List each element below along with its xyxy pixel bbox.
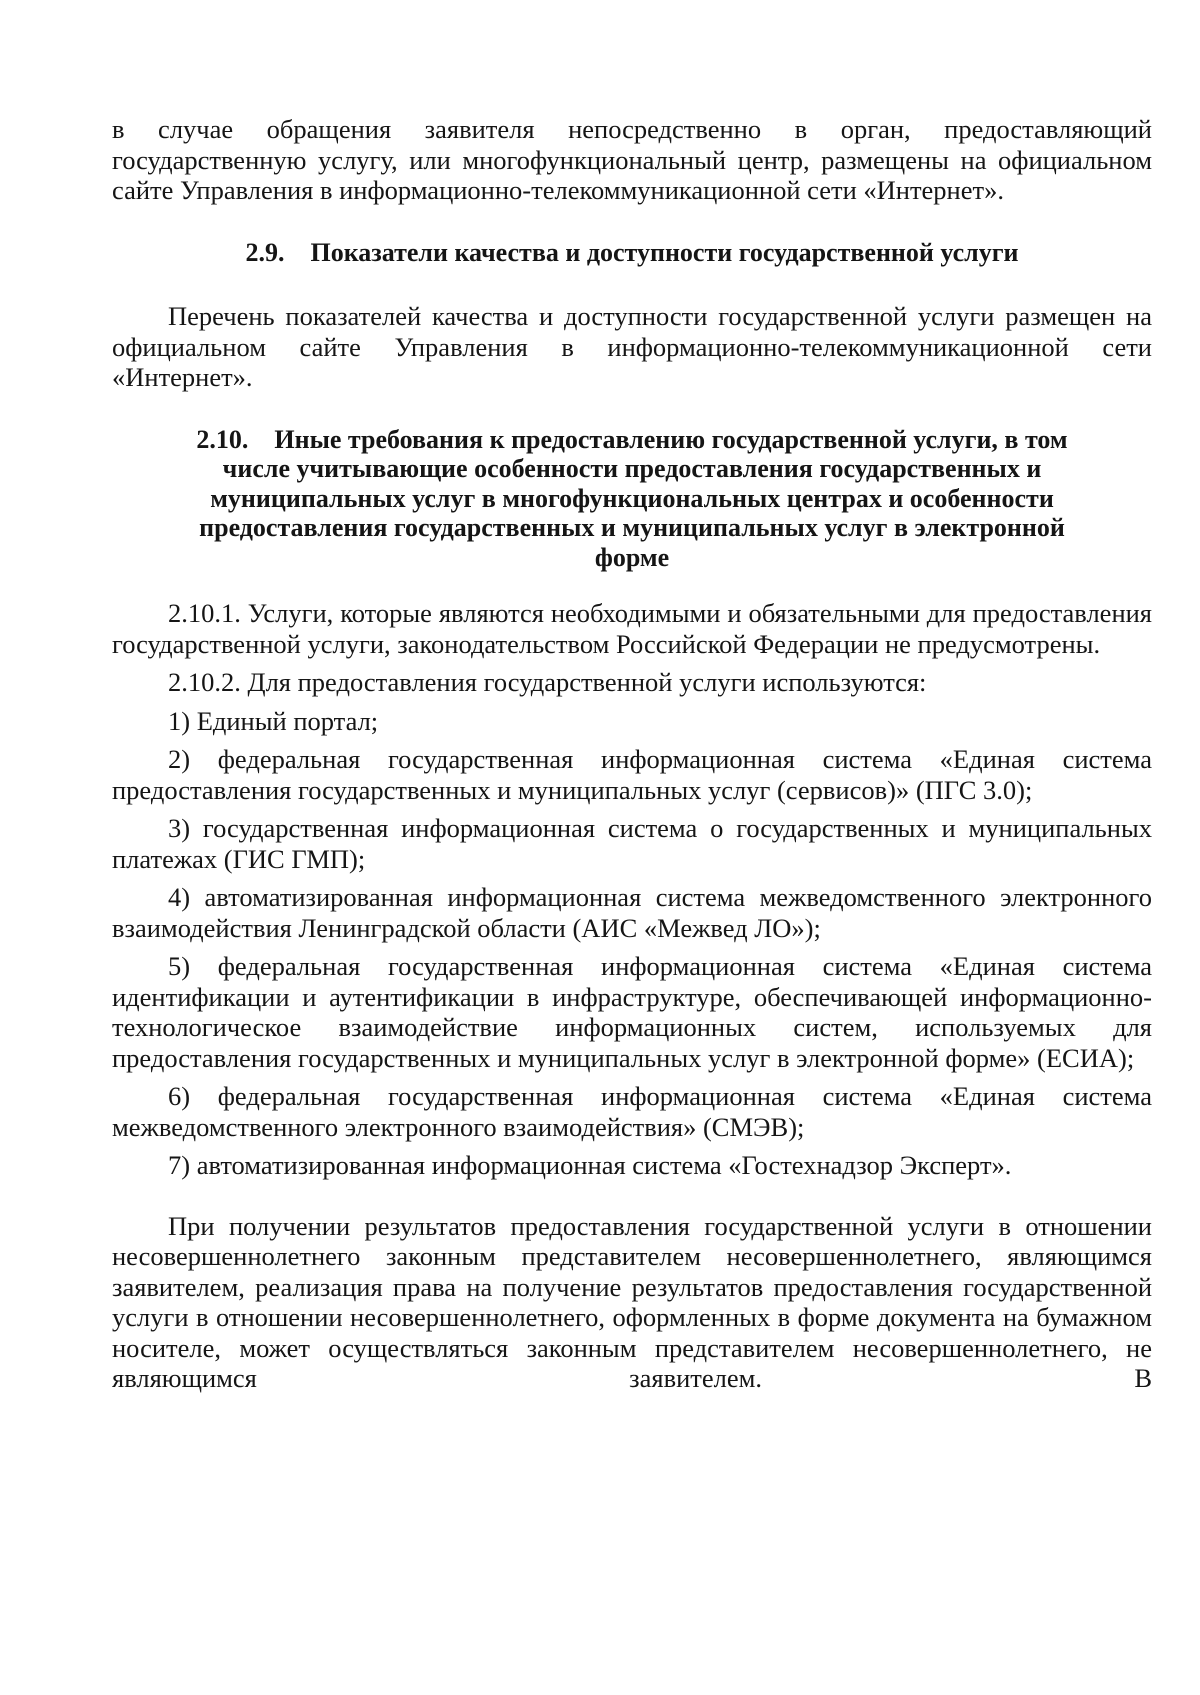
list-item-5: 5) федеральная государственная информационная система «Единая система идентификации и аутентификации в инфраструктуре, обеспечивающей информационно-технологическое взаимодействие информационных систем, используемых для предоставления государственных и муниципальных услуг в электронной форме» (ЕСИА); (112, 951, 1152, 1073)
section-2-9-heading (112, 238, 1152, 268)
section-2-9-number: 2.9. (245, 237, 285, 267)
list-item-4: 4) автоматизированная информационная система межведомственного электронного взаимодействия Ленинградской области (АИС «Межвед ЛО»); (112, 882, 1152, 943)
final-paragraph: При получении результатов предоставления государственной услуги в отношении несовершеннолетнего законным представителем несовершеннолетнего, являющимся заявителем, реализация права на получение результатов предоставления государственной услуги в отношении несовершеннолетнего, оформленных в форме документа на бумажном носителе, может осуществляться законным представителем несовершеннолетнего, не являющимся заявителем. В (112, 1210, 1152, 1393)
section-2-9-title: Показатели качества и доступности государственной услуги (310, 237, 1019, 267)
list-item-7: 7) автоматизированная информационная система «Гостехнадзор Эксперт». (168, 1150, 1012, 1180)
list-item-1: 1) Единый портал; (168, 705, 379, 736)
paragraph-2-10-1: 2.10.1. Услуги, которые являются необходимыми и обязательными для предоставления государственной услуги, законодательством Российской Федерации не предусмотрены. (112, 598, 1152, 659)
section-2-10-heading (112, 425, 1152, 573)
section-2-10-title-line-4: предоставления государственных и муниципальных услуг в электронной (199, 513, 1065, 542)
list-item-2: 2) федеральная государственная информационная система «Единая система предоставления государственных и муниципальных услуг (сервисов)» (ПГС 3.0); (112, 744, 1152, 805)
section-2-10-title-line-1: 2.10. Иные требования к предоставлению государственной услуги, в том (196, 424, 1068, 454)
intro-paragraph: в случае обращения заявителя непосредственно в орган, предоставляющий государственную услугу, или многофункциональный центр, размещены на официальном сайте Управления в информационно-телекоммуникационной сети «Интернет». (112, 114, 1152, 205)
section-2-10-title-line-3: муниципальных услуг в многофункциональных центрах и особенности (210, 483, 1054, 513)
paragraph-2-10-2: 2.10.2. Для предоставления государственной услуги используются: (168, 667, 927, 697)
section-2-9-paragraph: Перечень показателей качества и доступности государственной услуги размещен на официальном сайте Управления в информационно-телекоммуникационной сети «Интернет». (112, 301, 1152, 392)
list-item-6: 6) федеральная государственная информационная система «Единая система межведомственного электронного взаимодействия» (СМЭВ); (112, 1081, 1152, 1142)
list-item-3: 3) государственная информационная система о государственных и муниципальных платежах (ГИС ГМП); (112, 813, 1152, 874)
section-2-10-title-line-5: форме (594, 542, 670, 572)
section-2-10-number: 2.10. (196, 424, 249, 454)
document-page (112, 114, 1152, 1394)
section-2-10-title-line-2: числе учитывающие особенности предоставления государственных и (222, 454, 1042, 483)
